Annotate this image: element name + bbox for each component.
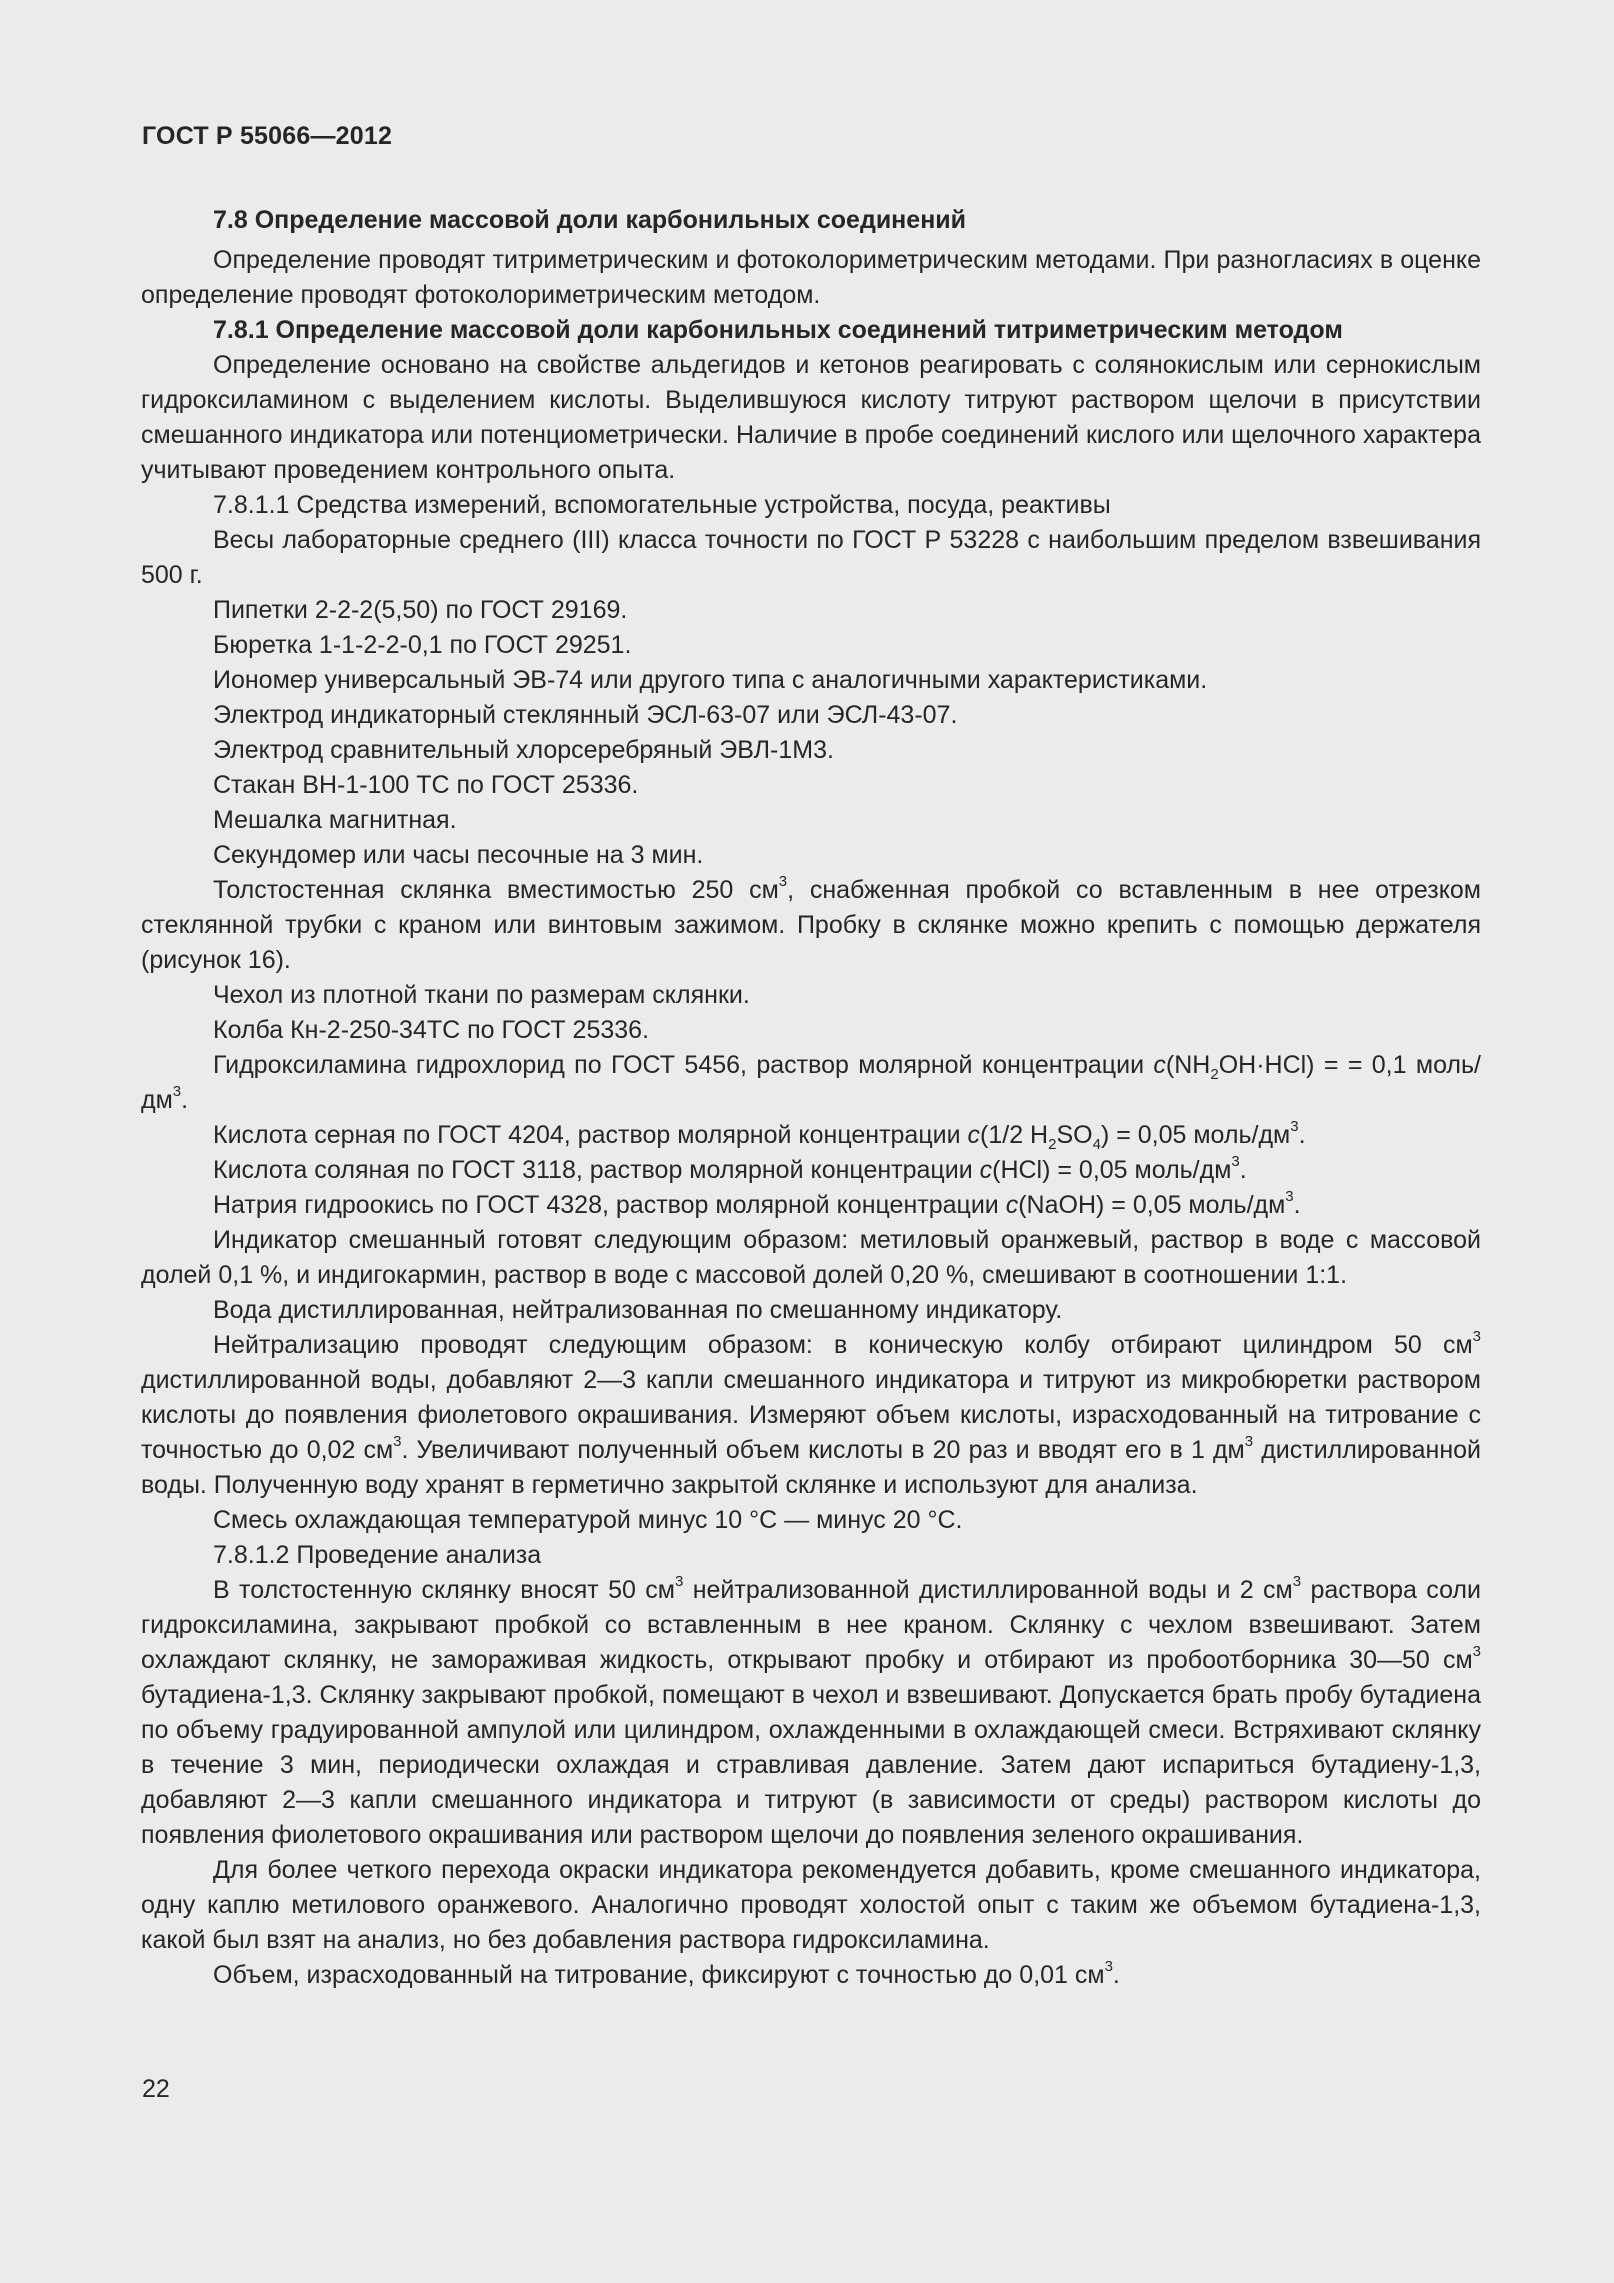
section-title: 7.8 Определение массовой доли карбонильных соединений bbox=[213, 206, 967, 234]
subsubsection-title: 7.8.1.1 Средства измерений, вспомогательные устройства, посуда, реактивы bbox=[213, 491, 1111, 519]
list-item: Чехол из плотной ткани по размерам склянки. bbox=[213, 981, 750, 1009]
italic-symbol: c bbox=[1005, 1191, 1019, 1219]
text-span: (1/2 H bbox=[980, 1121, 1049, 1149]
list-item: Весы лабораторные среднего (III) класса точности по ГОСТ Р 53228 с наибольшим пределом взвешивания 500 г. bbox=[141, 526, 1481, 589]
subsection-title: 7.8.1 Определение массовой доли карбонильных соединений титриметрическим методом bbox=[213, 316, 1343, 344]
text-span: SO bbox=[1056, 1121, 1093, 1149]
text-span: нейтрализованной дистиллированной воды и 2 см bbox=[683, 1576, 1293, 1604]
list-item bbox=[141, 1118, 1481, 1153]
list-item bbox=[141, 1048, 1481, 1118]
superscript: 3 bbox=[778, 873, 788, 890]
text-span: (NH bbox=[1165, 1051, 1211, 1079]
superscript: 3 bbox=[1472, 1643, 1481, 1660]
list-item bbox=[141, 1188, 1481, 1223]
subscript: 2 bbox=[1210, 1066, 1219, 1083]
superscript: 3 bbox=[1285, 1188, 1294, 1205]
list-item: Секундомер или часы песочные на 3 мин. bbox=[213, 841, 704, 869]
subscript: 4 bbox=[1092, 1136, 1101, 1153]
italic-symbol: c bbox=[967, 1121, 981, 1149]
superscript: 3 bbox=[1244, 1433, 1254, 1450]
superscript: 3 bbox=[1290, 1118, 1299, 1135]
paragraph: Вода дистиллированная, нейтрализованная по смешанному индикатору. bbox=[213, 1296, 1063, 1324]
italic-symbol: c bbox=[979, 1156, 993, 1184]
list-item: Мешалка магнитная. bbox=[213, 806, 457, 834]
list-item: Электрод индикаторный стеклянный ЭСЛ-63-07 или ЭСЛ-43-07. bbox=[213, 701, 958, 729]
list-item bbox=[141, 873, 1481, 978]
text-span: , снабженная пробкой со вставленным в нее отрезком стеклянной трубки с краном или винтовым зажимом. Пробку в склянке можно крепить с помощью держателя (рисунок 16). bbox=[141, 876, 1481, 974]
paragraph: Определение основано на свойстве альдегидов и кетонов реагировать с солянокислым или сернокислым гидроксиламином с выделением кислоты. Выделившуюся кислоту титруют раствором щелочи в присутствии смешанного индикатора или потенциометрически. Наличие в пробе соединений кислого или щелочного характера учитывают проведением контрольного опыта. bbox=[141, 351, 1481, 484]
text-span: Кислота серная по ГОСТ 4204, раствор молярной концентрации bbox=[213, 1121, 968, 1149]
superscript: 3 bbox=[674, 1573, 684, 1590]
text-span: бутадиена-1,3. Склянку закрывают пробкой, помещают в чехол и взвешивают. Допускается брать пробу бутадиена по объему градуированной ампулой или цилиндром, охлажденными в охлаждающей смеси. Встряхивают склянку в течение 3 мин, периодически охлаждая и стравливая давление. Затем дают испариться бутадиену-1,3, добавляют 2—3 капли смешанного индикатора и титруют (в зависимости от среды) раствором кислоты до появления фиолетового окрашивания или раствором щелочи до появления зеленого окрашивания. bbox=[141, 1681, 1481, 1849]
text-span: (HCl) = 0,05 моль/дм bbox=[992, 1156, 1232, 1184]
list-item bbox=[141, 1153, 1481, 1188]
list-item: Стакан ВН-1-100 ТС по ГОСТ 25336. bbox=[213, 771, 639, 799]
italic-symbol: c bbox=[1153, 1051, 1166, 1079]
list-item: Бюретка 1-1-2-2-0,1 по ГОСТ 29251. bbox=[213, 631, 632, 659]
text-span: (NaOH) = 0,05 моль/дм bbox=[1018, 1191, 1286, 1219]
paragraph bbox=[141, 1573, 1481, 1853]
text-span: Кислота соляная по ГОСТ 3118, раствор молярной концентрации bbox=[213, 1156, 980, 1184]
list-item: Колба Кн-2-250-34ТС по ГОСТ 25336. bbox=[213, 1016, 650, 1044]
text-span: Нейтрализацию проводят следующим образом: в коническую колбу отбирают цилиндром 50 см bbox=[213, 1331, 1473, 1359]
text-span: дистиллированной воды. Полученную воду хранят в герметично закрытой склянке и используют для анализа. bbox=[141, 1436, 1481, 1499]
text-span: ) = 0,05 моль/дм bbox=[1100, 1121, 1291, 1149]
superscript: 3 bbox=[172, 1083, 182, 1100]
superscript: 3 bbox=[1472, 1328, 1481, 1345]
superscript: 3 bbox=[1104, 1958, 1113, 1975]
text-span: В толстостенную склянку вносят 50 см bbox=[213, 1576, 675, 1604]
text-span: Гидроксиламина гидрохлорид по ГОСТ 5456, раствор молярной концентрации bbox=[213, 1051, 1154, 1079]
subsubsection-title: 7.8.1.2 Проведение анализа bbox=[213, 1541, 542, 1569]
document-header: ГОСТ Р 55066—2012 bbox=[142, 122, 393, 150]
text-span: . bbox=[1293, 1191, 1301, 1219]
page-number: 22 bbox=[142, 2075, 170, 2103]
text-span: . bbox=[1112, 1961, 1120, 1989]
subscript: 2 bbox=[1048, 1136, 1057, 1153]
text-span: раствора соли гидроксиламина, закрывают пробкой со вставленным в нее краном. Склянку с чехлом взвешивают. Затем охлаждают склянку, не замораживая жидкость, открывают пробку и отбирают из пробоотборника 30—50 см bbox=[141, 1576, 1481, 1674]
document-body bbox=[141, 203, 1481, 1993]
text-span: . bbox=[1239, 1156, 1247, 1184]
text-span: Объем, израсходованный на титрование, фиксируют с точностью до 0,01 см bbox=[213, 1961, 1105, 1989]
paragraph bbox=[141, 1328, 1481, 1503]
text-span: дистиллированной воды, добавляют 2—3 капли смешанного индикатора и титруют из микробюретки раствором кислоты до появления фиолетового окрашивания. Измеряют объем кислоты, израсходованный на титрование с точностью до 0,02 см bbox=[141, 1366, 1481, 1464]
superscript: 3 bbox=[1231, 1153, 1240, 1170]
paragraph: Для более четкого перехода окраски индикатора рекомендуется добавить, кроме смешанного индикатора, одну каплю метилового оранжевого. Аналогично проводят холостой опыт с таким же объемом бутадиена-1,3, какой был взят на анализ, но без добавления раствора гидроксиламина. bbox=[141, 1856, 1481, 1954]
paragraph bbox=[141, 1958, 1481, 1993]
list-item: Иономер универсальный ЭВ-74 или другого типа с аналогичными характеристиками. bbox=[213, 666, 1208, 694]
paragraph: Определение проводят титриметрическим и фотоколориметрическим методами. При разногласиях в оценке определение проводят фотоколориметрическим методом. bbox=[141, 246, 1481, 309]
text-span: Натрия гидроокись по ГОСТ 4328, раствор молярной концентрации bbox=[213, 1191, 1006, 1219]
text-span: . bbox=[1298, 1121, 1306, 1149]
paragraph: Смесь охлаждающая температурой минус 10 °С — минус 20 °С. bbox=[213, 1506, 963, 1534]
text-span: . bbox=[181, 1086, 189, 1114]
superscript: 3 bbox=[393, 1433, 402, 1450]
list-item: Электрод сравнительный хлорсеребряный ЭВЛ-1М3. bbox=[213, 736, 834, 764]
text-span: . Увеличивают полученный объем кислоты в 20 раз и вводят его в 1 дм bbox=[401, 1436, 1245, 1464]
text-span: Толстостенная склянка вместимостью 250 см bbox=[213, 876, 779, 904]
superscript: 3 bbox=[1292, 1573, 1302, 1590]
paragraph: Индикатор смешанный готовят следующим образом: метиловый оранжевый, раствор в воде с массовой долей 0,1 %, и индигокармин, раствор в воде с массовой долей 0,20 %, смешивают в соотношении 1:1. bbox=[141, 1226, 1481, 1289]
list-item: Пипетки 2-2-2(5,50) по ГОСТ 29169. bbox=[213, 596, 628, 624]
text-span: OH·HCl) = = 0,1 моль/дм bbox=[141, 1051, 1481, 1114]
